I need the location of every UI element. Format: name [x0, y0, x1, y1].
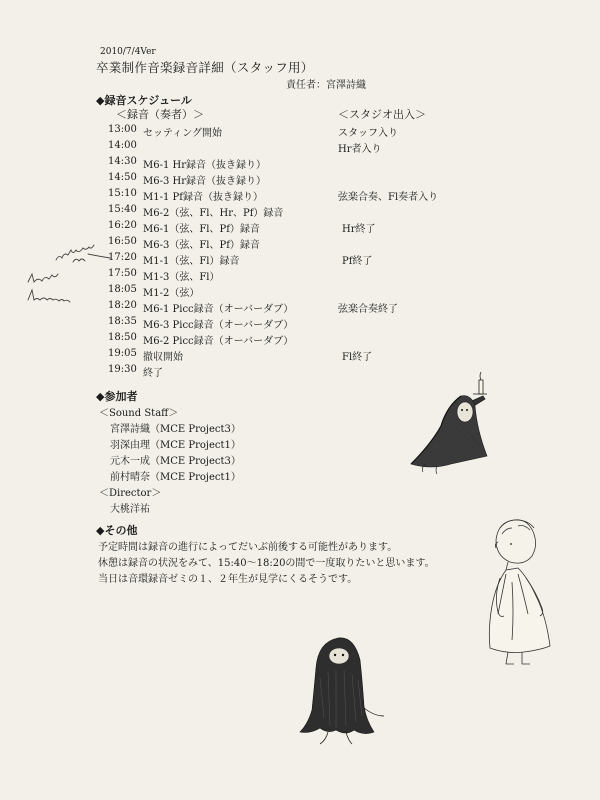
schedule-event: M1-1（弦、Fl）録音 [143, 256, 240, 267]
participants-heading: ◆参加者 [96, 390, 138, 403]
recording-column-header: ＜録音（奏者）＞ [116, 108, 204, 121]
schedule-time: 14:00 [108, 140, 137, 151]
document-title: 卒業制作音楽録音詳細（スタッフ用） [96, 60, 314, 75]
schedule-studio: Fl終了 [342, 352, 373, 363]
schedule-studio: 弦楽合奏終了 [338, 304, 398, 315]
schedule-time: 19:05 [108, 348, 137, 359]
schedule-event: M1-3（弦、Fl） [143, 272, 220, 283]
schedule-time: 15:40 [108, 204, 137, 215]
note-line: 当日は音環録音ゼミの１、２年生が見学にくるそうです。 [98, 574, 358, 585]
schedule-time: 19:30 [108, 364, 137, 375]
handwritten-margin-notes [18, 232, 113, 322]
schedule-event: M6-1 Hr録音（抜き録り） [143, 160, 267, 171]
ghost-candle-drawing [405, 368, 515, 478]
schedule-event: M6-3 Hr録音（抜き録り） [143, 176, 267, 187]
schedule-event: M6-2（弦、Fl、Hr、Pf）録音 [143, 208, 284, 219]
schedule-time: 17:50 [108, 268, 137, 279]
staff-member: 元木一成（MCE Project3） [110, 456, 241, 467]
staff-member: 羽深由理（MCE Project1） [110, 440, 241, 451]
schedule-event: M6-1（弦、Fl、Pf）録音 [143, 224, 260, 235]
schedule-heading: ◆録音スケジュール [96, 94, 192, 107]
schedule-time: 15:10 [108, 188, 137, 199]
responsible-person: 責任者：宮澤詩織 [286, 80, 366, 91]
schedule-studio: Hr終了 [342, 224, 376, 235]
director-name: 大桃洋祐 [110, 504, 150, 515]
version-label: 2010/7/4Ver [100, 47, 156, 57]
note-line: 休憩は録音の状況をみて、15:40～18:20の間で一度取りたいと思います。 [98, 558, 435, 569]
schedule-studio: スタッフ入り [338, 128, 398, 139]
schedule-event: M6-3 Picc録音（オーバーダブ） [143, 320, 294, 331]
schedule-studio: 弦楽合奏、Fl奏者入り [338, 192, 439, 203]
schedule-event: M6-3（弦、Fl、Pf）録音 [143, 240, 260, 251]
schedule-time: 17:20 [108, 252, 137, 263]
schedule-studio: Pf終了 [342, 256, 373, 267]
schedule-event: 終了 [143, 368, 163, 379]
schedule-time: 14:50 [108, 172, 137, 183]
schedule-time: 16:50 [108, 236, 137, 247]
child-figure-drawing [478, 512, 568, 677]
schedule-time: 18:20 [108, 300, 137, 311]
schedule-event: セッティング開始 [143, 128, 222, 139]
schedule-time: 14:30 [108, 156, 137, 167]
note-line: 予定時間は録音の進行によってだいぶ前後する可能性があります。 [98, 542, 398, 553]
schedule-time: 18:05 [108, 284, 137, 295]
schedule-event: M1-2（弦） [143, 288, 200, 299]
schedule-time: 18:50 [108, 332, 137, 343]
staff-member: 前村晴奈（MCE Project1） [110, 472, 241, 483]
schedule-time: 18:35 [108, 316, 137, 327]
schedule-time: 13:00 [108, 124, 137, 135]
schedule-event: M6-1 Picc録音（オーバーダブ） [143, 304, 294, 315]
staff-member: 宮澤詩織（MCE Project3） [110, 424, 241, 435]
sound-staff-label: ＜Sound Staff＞ [99, 408, 179, 419]
hooded-ghost-drawing [298, 628, 398, 758]
schedule-event: M6-2 Picc録音（オーバーダブ） [143, 336, 294, 347]
studio-column-header: ＜スタジオ出入＞ [338, 108, 426, 121]
schedule-studio: Hr者入り [338, 144, 382, 155]
director-label: ＜Director＞ [99, 488, 162, 499]
schedule-event: 撤収開始 [143, 352, 183, 363]
other-heading: ◆その他 [96, 524, 138, 537]
schedule-time: 16:20 [108, 220, 137, 231]
schedule-event: M1-1 Pf録音（抜き録り） [143, 192, 263, 203]
